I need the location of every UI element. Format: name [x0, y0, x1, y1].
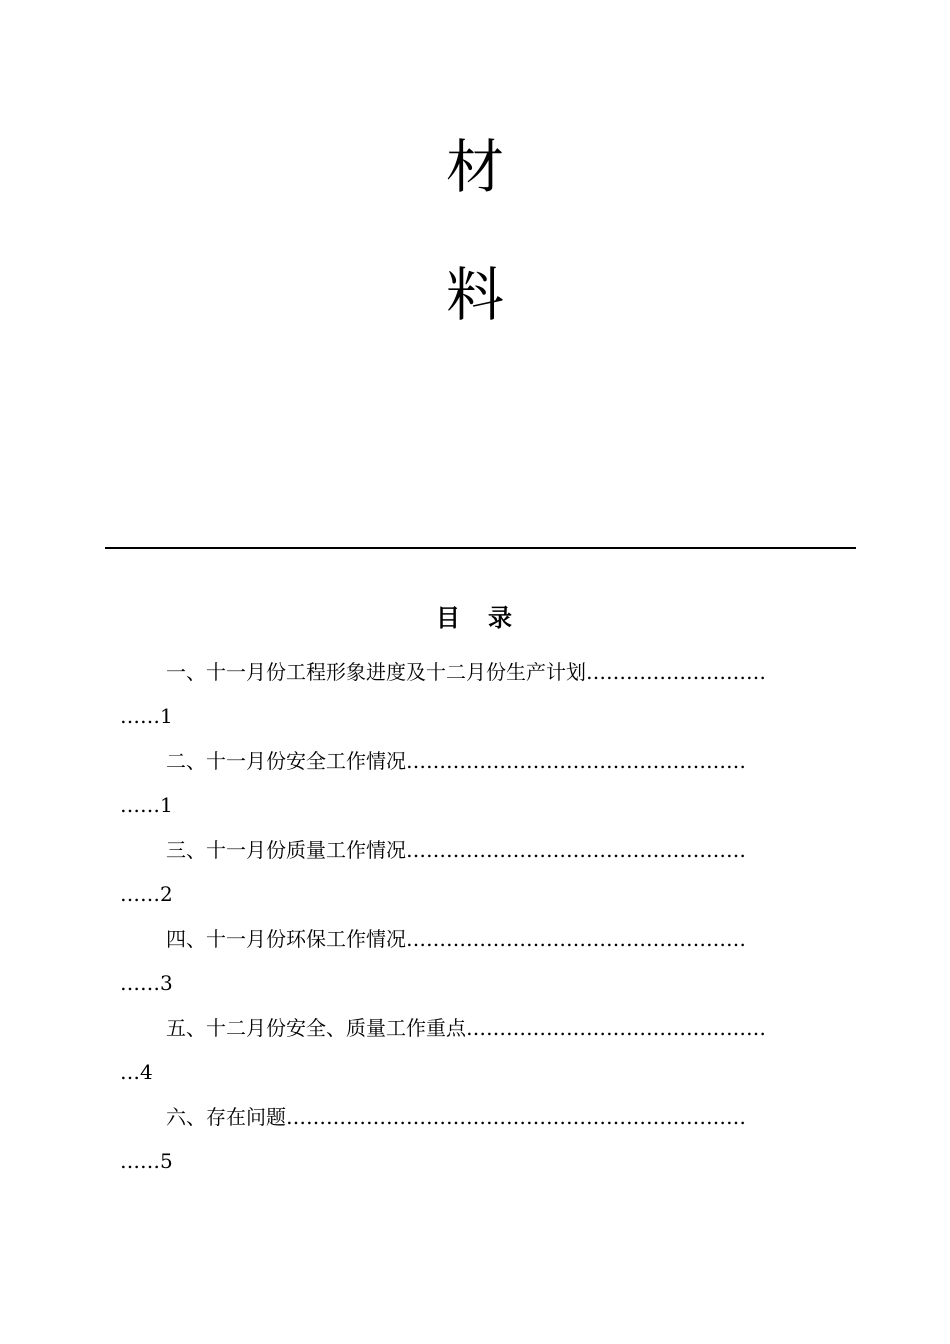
- toc-entry[interactable]: [120, 1012, 832, 1101]
- cover-title-char-1: 材: [445, 133, 504, 201]
- toc-entry-page: …4: [120, 1060, 153, 1084]
- toc-entry-page: ……1: [120, 793, 173, 817]
- toc-entry-page: ……2: [120, 882, 173, 906]
- toc-entry-title: 六、存在问题……………………………………………………………: [166, 1105, 746, 1129]
- toc-entry-page: ……3: [120, 971, 173, 995]
- toc-entry[interactable]: [120, 656, 832, 745]
- toc-entry[interactable]: [120, 745, 832, 834]
- toc-entry-page: ……1: [120, 704, 173, 728]
- toc-entry[interactable]: [120, 923, 832, 1012]
- table-of-contents: [120, 656, 832, 1190]
- toc-entry-title: 五、十二月份安全、质量工作重点………………………………………: [166, 1016, 766, 1040]
- toc-entry[interactable]: [120, 1101, 832, 1190]
- toc-entry[interactable]: [120, 834, 832, 923]
- toc-entry-title: 四、十一月份环保工作情况……………………………………………: [166, 927, 746, 951]
- toc-entry-title: 三、十一月份质量工作情况……………………………………………: [166, 838, 746, 862]
- toc-entry-title: 一、十一月份工程形象进度及十二月份生产计划………………………: [166, 660, 766, 684]
- toc-entry-page: ……5: [120, 1149, 173, 1173]
- toc-heading: 目 录: [436, 603, 514, 632]
- horizontal-divider: [105, 547, 856, 549]
- toc-entry-title: 二、十一月份安全工作情况……………………………………………: [166, 749, 746, 773]
- cover-title-char-2: 料: [445, 261, 504, 329]
